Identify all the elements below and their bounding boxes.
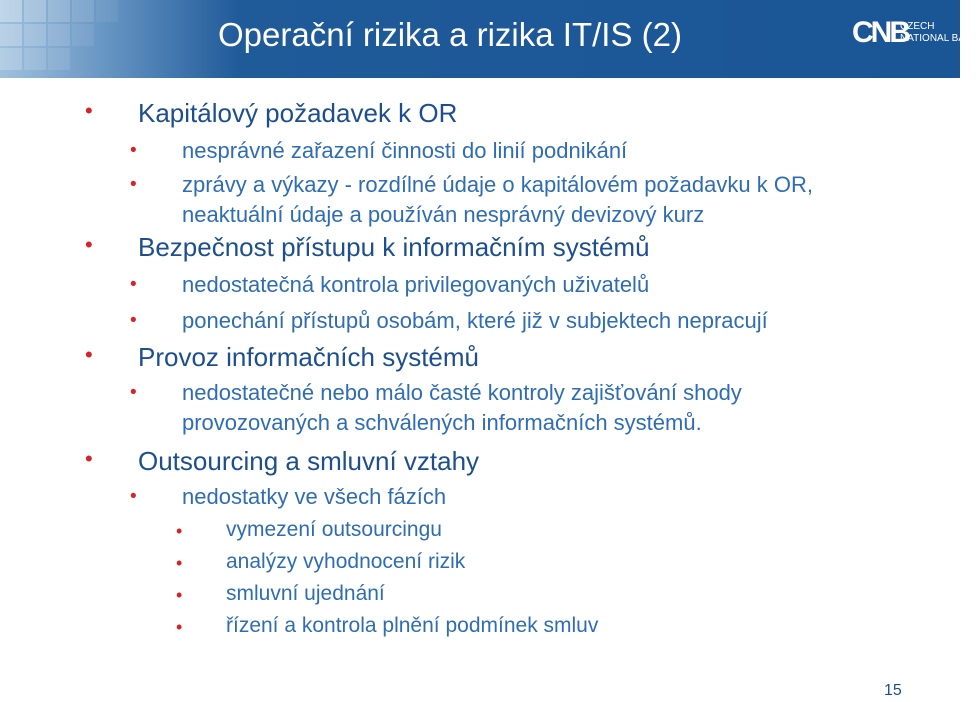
bullet-icon: • — [85, 342, 93, 367]
bullet-item-continuation: neaktuální údaje a používán nesprávný devizový kurz — [182, 202, 705, 227]
sub-bullet-item: smluvní ujednání — [226, 582, 385, 605]
bullet-icon: • — [85, 98, 93, 123]
sub-bullet-item: analýzy vyhodnocení rizik — [226, 550, 466, 573]
bullet-item: ponechání přístupů osobám, které již v subjektech nepracují — [182, 308, 768, 333]
bullet-icon: • — [176, 553, 183, 573]
bullet-icon: • — [85, 232, 93, 257]
logo-line-2: NATIONAL BANK — [900, 33, 979, 44]
slide-title: Operační rizika a rizika IT/IS (2) — [218, 16, 682, 53]
bullet-item: nedostatky ve všech fázích — [182, 484, 447, 509]
bullet-heading: Bezpečnost přístupu k informačním systémů — [138, 232, 650, 262]
bullet-icon: • — [176, 521, 183, 541]
bullet-item: nedostatečná kontrola privilegovaných uživatelů — [182, 272, 650, 297]
bullet-icon: • — [130, 310, 137, 331]
bullet-icon: • — [176, 617, 183, 637]
bullet-icon: • — [130, 274, 137, 295]
bullet-icon: • — [130, 486, 137, 507]
logo-line-1: CZECH — [900, 21, 935, 32]
sub-bullet-item: řízení a kontrola plnění podmínek smluv — [226, 614, 599, 637]
bullet-item: nedostatečné nebo málo časté kontroly zajišťování shody — [182, 380, 742, 405]
bullet-icon: • — [85, 446, 93, 471]
bullet-heading: Provoz informačních systémů — [138, 342, 480, 372]
bullet-icon: • — [130, 382, 137, 403]
page-number: 15 — [884, 682, 902, 699]
bullet-item: nesprávné zařazení činnosti do linií podnikání — [182, 138, 628, 163]
bullet-heading: Kapitálový požadavek k OR — [138, 98, 458, 128]
bullet-item-continuation: provozovaných a schválených informačních systémů. — [182, 410, 702, 435]
bullet-icon: • — [130, 140, 137, 161]
cnb-logo-mark: CNB — [852, 16, 908, 49]
bullet-icon: • — [130, 174, 137, 195]
bullet-icon: • — [176, 585, 183, 605]
bullet-heading: Outsourcing a smluvní vztahy — [138, 446, 480, 476]
bullet-item: zprávy a výkazy - rozdílné údaje o kapitálovém požadavku k OR, — [182, 172, 813, 197]
sub-bullet-item: vymezení outsourcingu — [226, 518, 442, 541]
